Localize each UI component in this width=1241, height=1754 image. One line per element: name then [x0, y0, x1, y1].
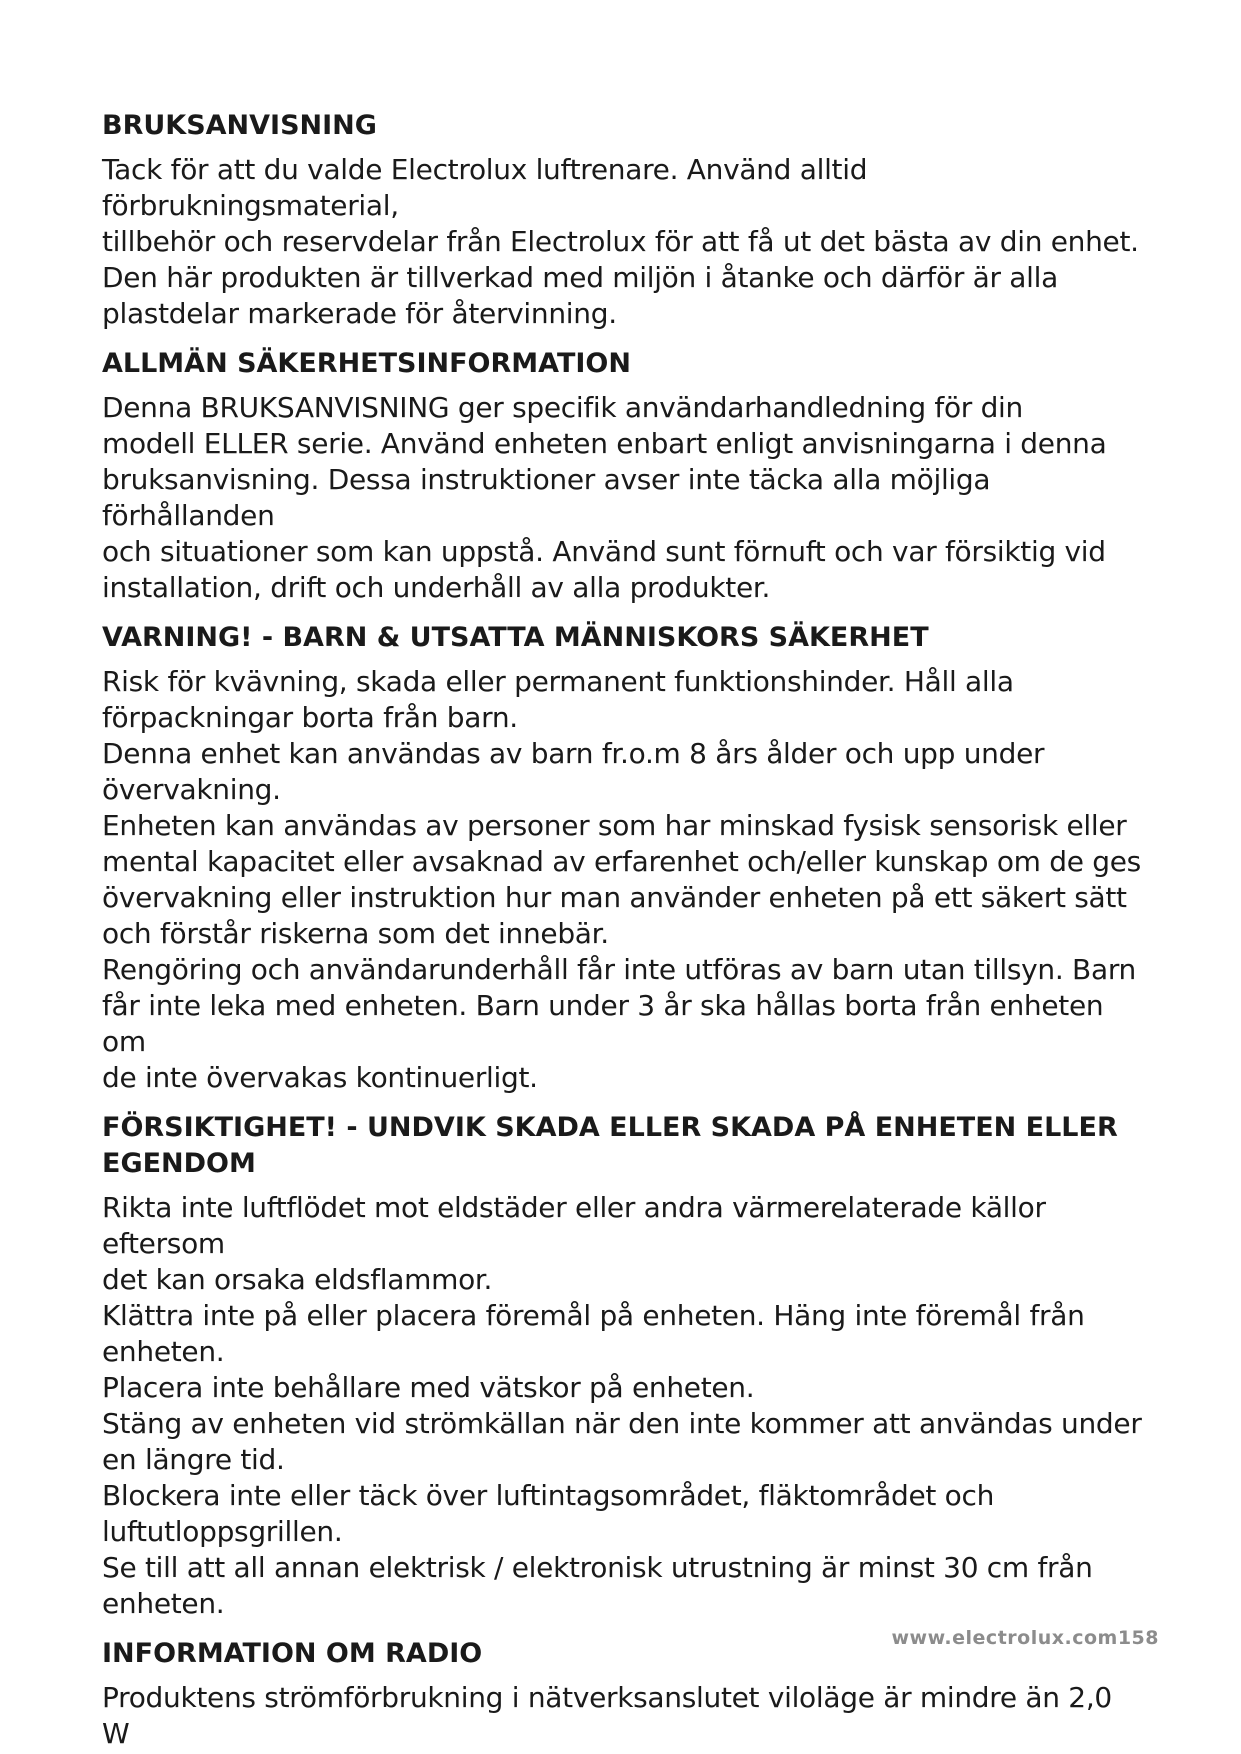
document-body	[102, 108, 1142, 1752]
section-heading: INFORMATION OM RADIO	[102, 1638, 483, 1669]
section-heading: VARNING! - BARN & UTSATTA MÄNNISKORS SÄKERHET	[102, 622, 929, 653]
section-bruksanvisning	[102, 108, 1142, 332]
footer-url: www.electrolux.com	[891, 1627, 1118, 1649]
page-number: 158	[1117, 1627, 1159, 1649]
section-paragraph: Enheten kan användas av personer som har minskad fysisk sensorisk eller mental kapacitet eller avsaknad av erfarenhet och/eller kunskap om de ges övervakning eller instruktion hur man använder enheten på ett säkert sätt och förstår riskerna som det innebär. Rengöring och användarunderhåll får inte utföras av barn utan tillsyn. Barn får inte leka med enheten. Barn under 3 år ska hållas borta från enheten om de inte övervakas kontinuerligt.	[102, 809, 1141, 1094]
section-paragraph: Rikta inte luftflödet mot eldstäder eller andra värmerelaterade källor eftersom det kan orsaka eldsflammor. Klättra inte på eller placera föremål på enheten. Häng inte föremål från enheten. Placera inte behållare med vätskor på enheten. Stäng av enheten vid strömkällan när den inte kommer att användas under en längre tid. Blockera inte eller täck över luftintagsområdet, fläktområdet och luftutloppsgrillen. Se till att all annan elektrisk / elektronisk utrustning är minst 30 cm från enheten.	[102, 1191, 1142, 1620]
section-paragraph: Denna BRUKSANVISNING ger specifik användarhandledning för din modell ELLER serie. Använd enheten enbart enligt anvisningarna i denna bruksanvisning. Dessa instruktioner avser inte täcka alla möjliga förhållanden och situationer som kan uppstå. Använd sunt förnuft och var försiktig vid installation, drift och underhåll av alla produkter.	[102, 391, 1107, 604]
section-heading: BRUKSANVISNING	[102, 110, 377, 141]
section-heading: FÖRSIKTIGHET! - UNDVIK SKADA ELLER SKADA PÅ ENHETEN ELLER EGENDOM	[102, 1112, 1118, 1179]
section-general-safety	[102, 346, 1142, 606]
section-warning-children	[102, 620, 1142, 1096]
section-caution-damage	[102, 1110, 1142, 1622]
section-radio-info	[102, 1636, 1142, 1752]
page-footer	[891, 1627, 1159, 1649]
section-heading: ALLMÄN SÄKERHETSINFORMATION	[102, 348, 631, 379]
section-paragraph: Tack för att du valde Electrolux luftrenare. Använd alltid förbrukningsmaterial, tillbehör och reservdelar från Electrolux för att få ut det bästa av din enhet. Den här produkten är tillverkad med miljön i åtanke och därför är alla plastdelar markerade för återvinning.	[102, 153, 1139, 330]
section-paragraph: Produktens strömförbrukning i nätverksanslutet viloläge är mindre än 2,0 W	[102, 1681, 1112, 1750]
section-paragraph: Risk för kvävning, skada eller permanent funktionshinder. Håll alla förpackningar borta från barn. Denna enhet kan användas av barn fr.o.m 8 års ålder och upp under övervakning.	[102, 665, 1045, 806]
